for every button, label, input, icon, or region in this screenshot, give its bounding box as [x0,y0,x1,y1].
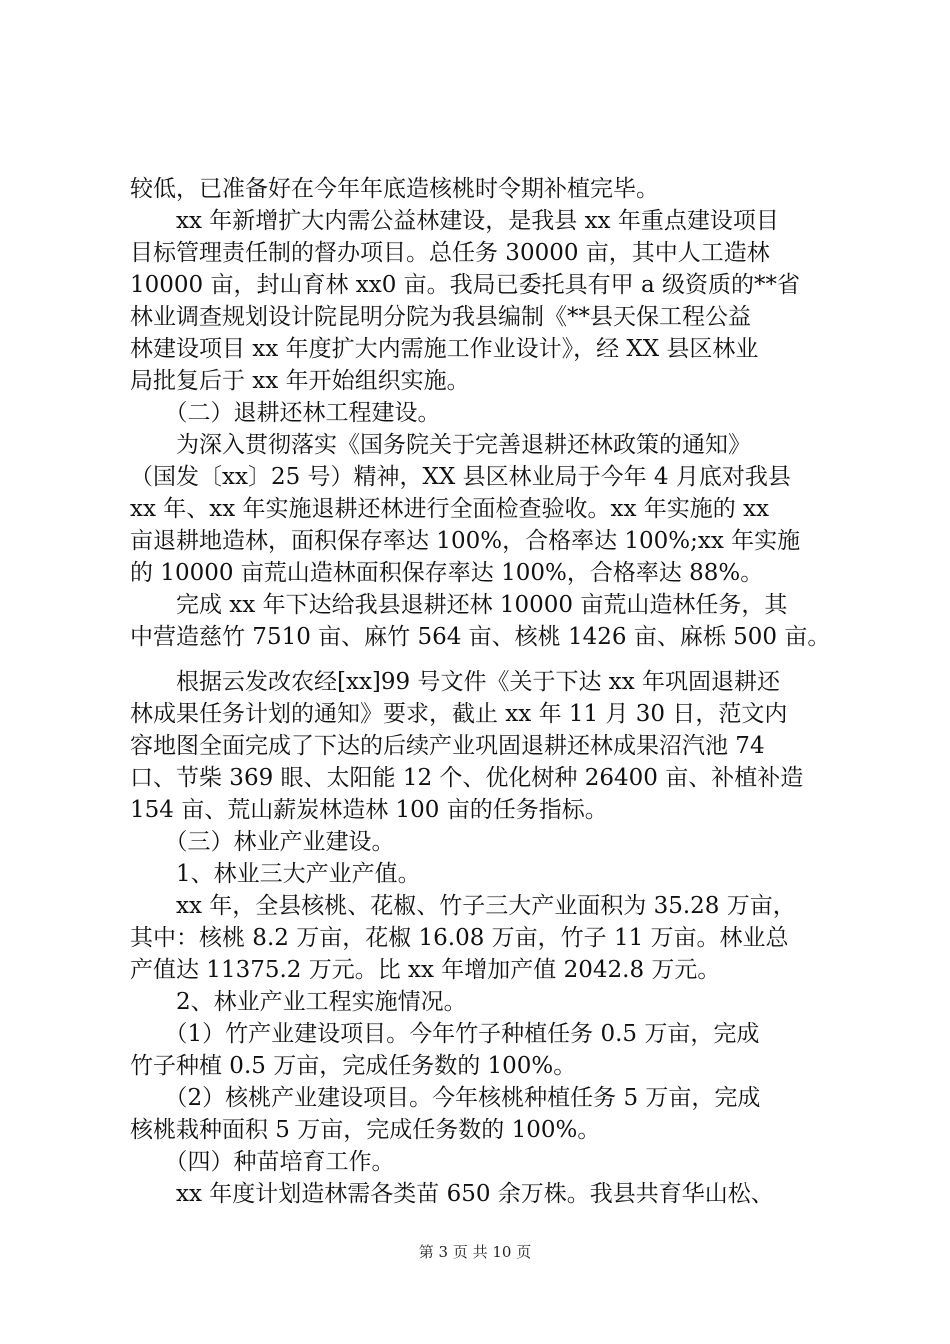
text-line: xx 年新增扩大内需公益林建设，是我县 xx 年重点建设项目 [130,208,779,234]
text-line: 的 10000 亩荒山造林面积保存率达 100%，合格率达 88%。 [130,560,764,586]
text-line: 10000 亩，封山育林 xx0 亩。我局已委托具有甲 a 级资质的**省 [130,272,801,298]
text-line: 较低，已准备好在今年年底造核桃时令期补植完毕。 [130,176,659,202]
page-number-footer: 第 3 页 共 10 页 [418,1243,532,1261]
text-line: 容地图全面完成了下达的后续产业巩固退耕还林成果沼汽池 74 [130,733,765,759]
text-line: 产值达 11375.2 万元。比 xx 年增加产值 2042.8 万元。 [130,957,721,983]
text-line: （国发〔xx〕25 号）精神，XX 县区林业局于今年 4 月底对我县 [130,464,791,490]
text-line: 目标管理责任制的督办项目。总任务 30000 亩，其中人工造林 [130,240,770,266]
text-line: 完成 xx 年下达给我县退耕还林 10000 亩荒山造林任务，其 [130,592,788,618]
text-line: 中营造慈竹 7510 亩、麻竹 564 亩、核桃 1426 亩、麻栎 500 亩。 [130,624,830,650]
text-line: 竹子种植 0.5 万亩，完成任务数的 100%。 [130,1053,577,1079]
subsection-heading: 1、林业三大产业产值。 [130,861,421,887]
text-line: 根据云发改农经[xx]99 号文件《关于下达 xx 年巩固退耕还 [130,669,781,695]
text-line: 林建设项目 xx 年度扩大内需施工作业设计》，经 XX 县区林业 [130,336,759,362]
text-line: xx 年，全县核桃、花椒、竹子三大产业面积为 35.28 万亩， [130,893,796,919]
text-line: 口、节柴 369 眼、太阳能 12 个、优化树种 26400 亩、补植补造 [130,765,804,791]
text-line: 154 亩、荒山薪炭林造林 100 亩的任务指标。 [130,797,608,823]
text-line: 局批复后于 xx 年开始组织实施。 [130,368,470,394]
subsection-heading: 2、林业产业工程实施情况。 [130,989,467,1015]
text-line: xx 年度计划造林需各类苗 650 余万株。我县共育华山松、 [130,1181,774,1207]
section-heading: （四）种苗培育工作。 [130,1149,395,1175]
text-line: （1）竹产业建设项目。今年竹子种植任务 0.5 万亩，完成 [130,1021,760,1047]
section-heading: （三）林业产业建设。 [130,829,395,855]
text-line: （2）核桃产业建设项目。今年核桃种植任务 5 万亩，完成 [130,1085,761,1111]
text-line: xx 年、xx 年实施退耕还林进行全面检查验收。xx 年实施的 xx [130,496,770,522]
section-heading: （二）退耕还林工程建设。 [130,400,441,426]
text-line: 林业调查规划设计院昆明分院为我县编制《**县天保工程公益 [130,304,751,330]
text-line: 林成果任务计划的通知》要求，截止 xx 年 11 月 30 日，范文内 [130,701,788,727]
text-line: 核桃栽种面积 5 万亩，完成任务数的 100%。 [130,1117,601,1143]
text-line: 为深入贯彻落实《国务院关于完善退耕还林政策的通知》 [130,432,751,458]
text-line: 其中：核桃 8.2 万亩，花椒 16.08 万亩，竹子 11 万亩。林业总 [130,925,789,951]
text-line: 亩退耕地造林，面积保存率达 100%，合格率达 100%;xx 年实施 [130,528,801,554]
